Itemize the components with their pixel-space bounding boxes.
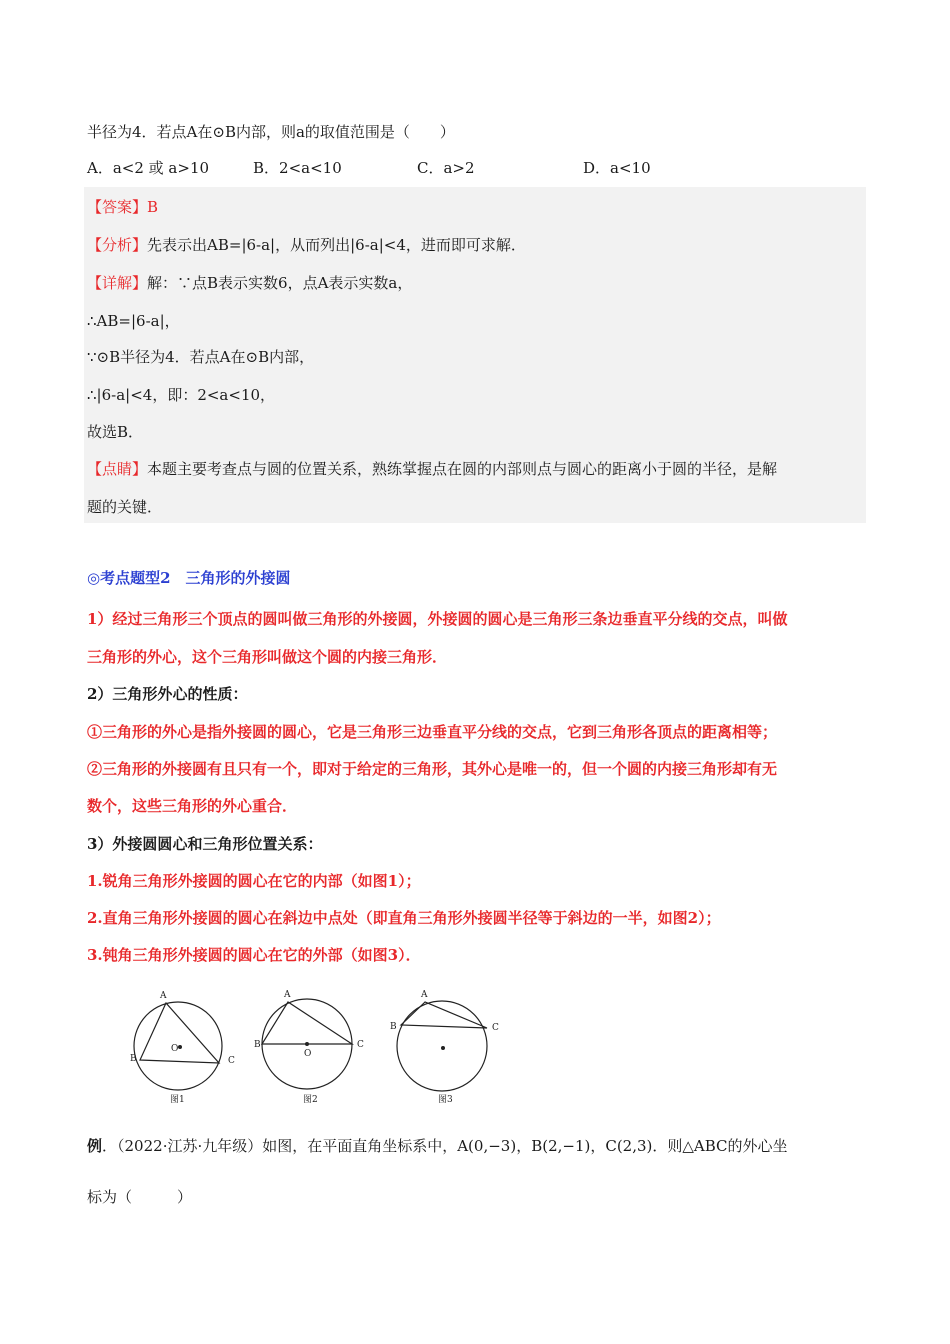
example-line-1: 例．（2022·江苏·九年级）如图，在平面直角坐标系中，A(0,−3)，B(2,−1)，C(2,3)．则△ABC的外心坐	[87, 1137, 788, 1155]
triangle	[140, 1003, 219, 1063]
section-p2: 2）三角形外心的性质：	[87, 685, 248, 703]
label-c: C	[492, 1023, 499, 1033]
label-c: C	[228, 1056, 235, 1066]
detail-step-3: ∴|6-a|<4，即：2<a<10，	[87, 386, 276, 404]
label-o: O	[304, 1049, 312, 1059]
center-point	[178, 1045, 182, 1049]
section-p3: 3）外接圆圆心和三角形位置关系：	[87, 835, 323, 853]
label-a: A	[160, 991, 167, 1001]
comment-line: 【点睛】本题主要考查点与圆的位置关系，熟练掌握点在圆的内部则点与圆心的距离小于圆的半径，是解	[87, 460, 778, 478]
question-stem: 半径为4．若点A在⊙B内部，则a的取值范围是（ ）	[87, 123, 455, 141]
section-p2-b-line2: 数个，这些三角形的外心重合．	[87, 797, 298, 815]
section-p3-3: 3.钝角三角形外接圆的圆心在它的外部（如图3）．	[87, 946, 421, 964]
figure-2	[253, 985, 373, 1109]
section-heading: ◎考点题型2 三角形的外接圆	[87, 569, 291, 587]
label-a: A	[421, 990, 428, 1000]
option-c[interactable]: C．a>2	[417, 159, 475, 177]
circumcircle	[397, 1001, 487, 1091]
label-o: O	[171, 1044, 179, 1054]
figure-caption: 图3	[438, 1095, 453, 1105]
triangle	[262, 1002, 352, 1044]
detail-step-1: ∴AB=|6-a|，	[87, 312, 180, 330]
center-point	[305, 1042, 309, 1046]
detail-step-4: 故选B．	[87, 423, 144, 441]
figure-3	[388, 985, 508, 1109]
comment-line-2: 题的关键．	[87, 498, 163, 516]
label-b: B	[254, 1040, 261, 1050]
figure-caption: 图2	[303, 1095, 318, 1105]
section-p3-1: 1.锐角三角形外接圆的圆心在它的内部（如图1）；	[87, 872, 421, 890]
section-p3-2: 2.直角三角形外接圆的圆心在斜边中点处（即直角三角形外接圆半径等于斜边的一半，如图2）；	[87, 909, 721, 927]
option-a[interactable]: A．a<2 或 a>10	[87, 159, 210, 177]
section-p1-line2: 三角形的外心，这个三角形叫做这个圆的内接三角形．	[87, 648, 448, 666]
label-b: B	[130, 1054, 137, 1064]
figure-1	[128, 985, 248, 1109]
option-d[interactable]: D．a<10	[583, 159, 651, 177]
section-p2-a: ①三角形的外心是指外接圆的圆心，它是三角形三边垂直平分线的交点，它到三角形各顶点的距离相等；	[87, 723, 778, 741]
detail-step-2: ∵⊙B半径为4．若点A在⊙B内部，	[87, 348, 315, 366]
answer-line: 【答案】B	[87, 198, 159, 216]
section-p2-b-line1: ②三角形的外接圆有且只有一个，即对于给定的三角形，其外心是唯一的，但一个圆的内接三角形却有无	[87, 760, 778, 778]
detail-line: 【详解】解：∵点B表示实数6，点A表示实数a，	[87, 274, 413, 292]
label-b: B	[390, 1022, 397, 1032]
figure-caption: 图1	[170, 1095, 185, 1105]
option-b[interactable]: B．2<a<10	[253, 159, 342, 177]
section-p1-line1: 1）经过三角形三个顶点的圆叫做三角形的外接圆，外接圆的圆心是三角形三条边垂直平分线的交点，叫做	[87, 610, 788, 628]
label-a: A	[284, 990, 291, 1000]
center-point	[441, 1046, 445, 1050]
label-c: C	[357, 1040, 364, 1050]
example-line-2: 标为（ ）	[87, 1188, 193, 1206]
analysis-line: 【分析】先表示出AB=|6-a|，从而列出|6-a|<4，进而即可求解．	[87, 236, 526, 254]
